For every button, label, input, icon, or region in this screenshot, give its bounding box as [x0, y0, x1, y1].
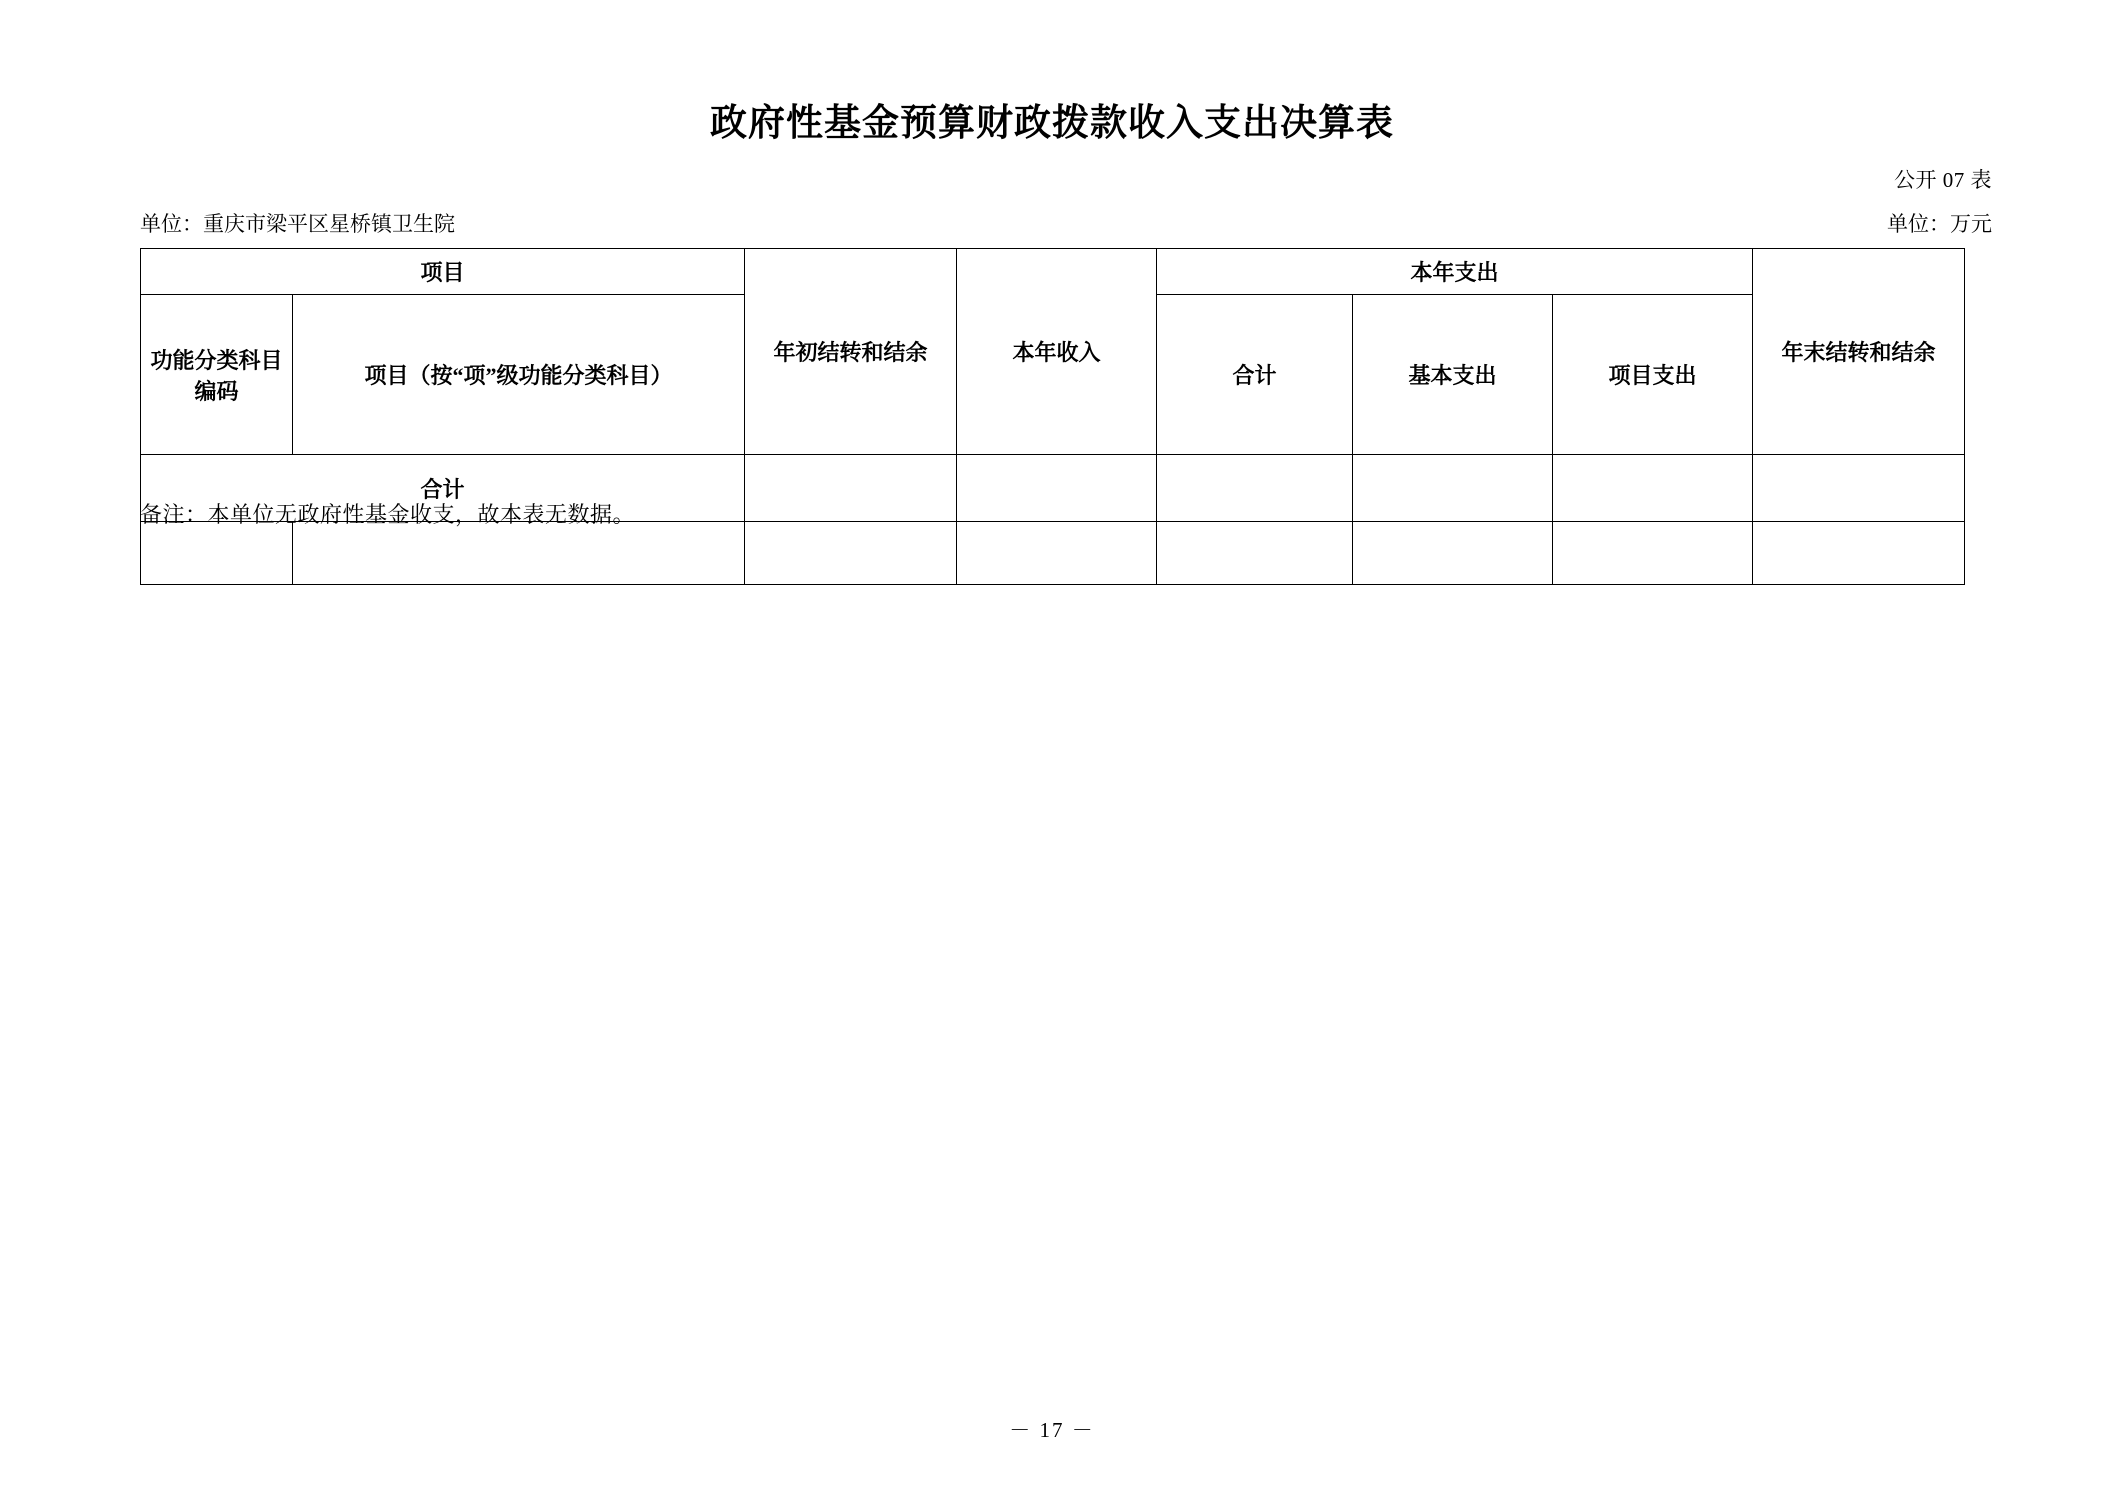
row-total-basic-expenditure — [1353, 455, 1553, 522]
header-basic-expenditure: 基本支出 — [1353, 295, 1553, 455]
page-number: － 17 － — [1009, 1418, 1095, 1442]
header-end-carryover: 年末结转和结余 — [1753, 249, 1965, 455]
row-total-current-year-income — [957, 455, 1157, 522]
table-note: 备注：本单位无政府性基金收支，故本表无数据。 — [140, 502, 636, 527]
row-blank-function-code — [141, 522, 293, 585]
header-group-project: 项目 — [141, 249, 745, 295]
row-blank-expenditure-total — [1157, 522, 1353, 585]
page-title: 政府性基金预算财政拨款收入支出决算表 — [710, 103, 1394, 144]
row-blank-project-expenditure — [1553, 522, 1753, 585]
row-blank-begin-carryover — [745, 522, 957, 585]
row-blank-end-carryover — [1753, 522, 1965, 585]
row-blank-current-year-income — [957, 522, 1157, 585]
unit-name-label: 单位：重庆市梁平区星桥镇卫生院 — [140, 212, 455, 236]
header-project-name: 项目（按“项”级功能分类科目） — [293, 295, 745, 455]
header-current-year-income: 本年收入 — [957, 249, 1157, 455]
header-project-expenditure: 项目支出 — [1553, 295, 1753, 455]
header-group-current-year-expenditure: 本年支出 — [1157, 249, 1753, 295]
header-function-code: 功能分类科目编码 — [141, 295, 293, 455]
row-total-expenditure-total — [1157, 455, 1353, 522]
table-header-group-row — [141, 249, 1965, 295]
table-row — [141, 522, 1965, 585]
row-total-project-expenditure — [1553, 455, 1753, 522]
row-total-label: 合计 — [141, 455, 745, 522]
row-blank-project-name — [293, 522, 745, 585]
budget-table-wrapper — [140, 248, 1964, 585]
row-total-begin-carryover — [745, 455, 957, 522]
table-meta-row — [140, 208, 1992, 236]
row-blank-basic-expenditure — [1353, 522, 1553, 585]
table-head — [141, 249, 1965, 455]
budget-table — [140, 248, 1965, 585]
header-begin-carryover: 年初结转和结余 — [745, 249, 957, 455]
header-expenditure-total: 合计 — [1157, 295, 1353, 455]
row-total-end-carryover — [1753, 455, 1965, 522]
sheet-number-label: 公开 07 表 — [1894, 168, 1992, 192]
amount-unit-label: 单位：万元 — [1887, 212, 1992, 236]
